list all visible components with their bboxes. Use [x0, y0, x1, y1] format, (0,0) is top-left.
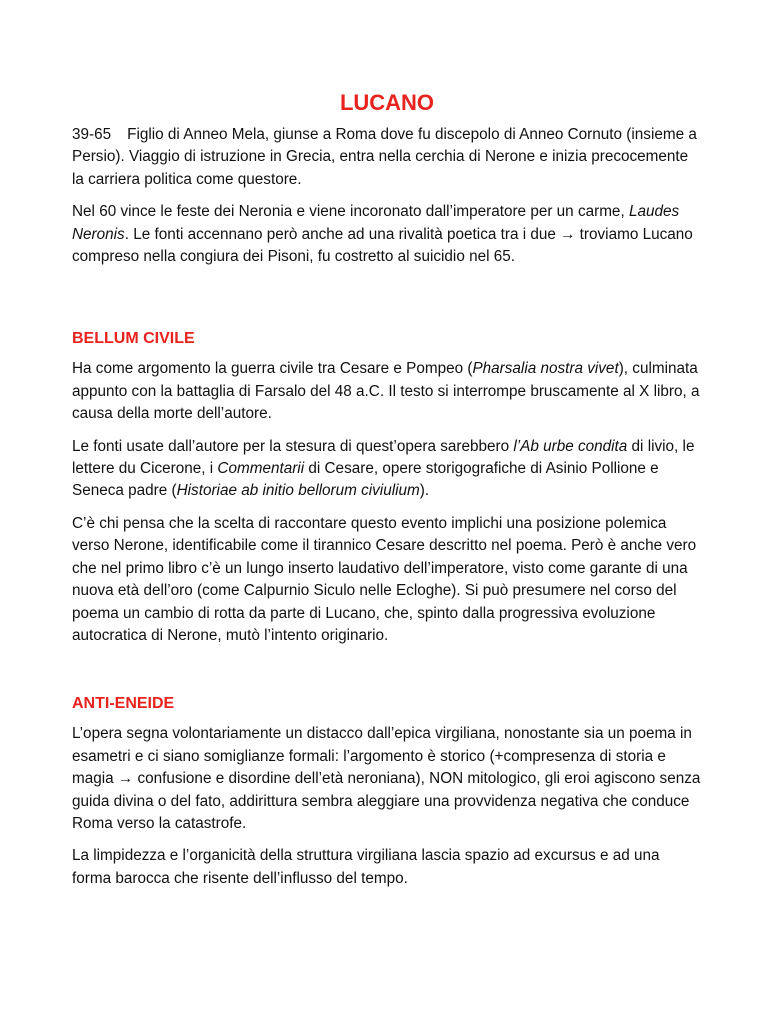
intro-text-2b: . Le fonti accennano però anche ad una rivalità poetica tra i due → troviamo Lucano compreso nella congiura dei Pisoni, fu costretto al suicidio nel 65.	[72, 225, 693, 266]
section-heading-anti-eneide: ANTI-ENEIDE	[72, 695, 175, 713]
intro-italic-laudes: Laudes Neronis	[72, 203, 680, 243]
bellum-text-2c: di Cesare, opere storigografiche di Asinio Pollione e Seneca padre (	[72, 460, 659, 500]
bellum-text-2a: Le fonti usate dall’autore per la stesura di quest’opera sarebbero	[72, 437, 514, 455]
spacer	[72, 657, 702, 693]
antieneide-paragraph-2: La limpidezza e l’organicità della struttura virgiliana lascia spazio ad excursus e ad una forma barocca che risente dell’influsso del tempo.	[72, 847, 660, 887]
document-page	[72, 88, 702, 900]
bellum-italic-pharsalia: Pharsalia nostra vivet	[472, 360, 619, 378]
intro-text-1: Figlio di Anneo Mela, giunse a Roma dove fu discepolo di Anneo Cornuto (insieme a Persio). Viaggio di istruzione in Grecia, entra nella cerchia di Nerone e inizia precocemente la carriera politica come questore.	[72, 126, 697, 188]
life-dates: 39-65	[72, 126, 112, 143]
bellum-text-2d: ).	[419, 482, 430, 500]
bellum-paragraph-1	[72, 358, 702, 425]
bellum-italic-ab-urbe: l’Ab urbe condita	[513, 437, 628, 455]
bellum-italic-historiae: Historiae ab initio bellorum civiulium	[176, 482, 420, 500]
bellum-paragraph-3: C’è chi pensa che la scelta di raccontare questo evento implichi una posizione polemica verso Nerone, identificabile come il tirannico Cesare descritto nel poema. Però è anche vero che nel primo libro c’è un lungo inserto laudativo dell’imperatore, visto come garante di una nuova età dell’oro (come Calpurnio Siculo nelle Ecloghe). Si può presumere nel corso del poema un cambio di rotta da parte di Lucano, che, spinto dalla progressiva evoluzione autocratica di Nerone, mutò l’intento originario.	[72, 514, 697, 644]
bellum-text-2b: di livio, le lettere du Cicerone, i	[72, 437, 695, 478]
spacer	[72, 278, 702, 328]
intro-paragraph-2	[72, 201, 702, 268]
bellum-italic-commentarii: Commentarii	[217, 460, 305, 478]
intro-text-2a: Nel 60 vince le feste dei Neronia e viene incoronato dall’imperatore per un carme,	[72, 203, 629, 221]
bellum-text-1a: Ha come argomento la guerra civile tra Cesare e Pompeo (	[72, 360, 473, 378]
antieneide-paragraph-1: L’opera segna volontariamente un distacco dall’epica virgiliana, nonostante sia un poema in esametri e ci siano somiglianze formali: l’argomento è storico (+compresenza di storia e magia → confusione e disordine dell’età neroniana), NON mitologico, gli eroi agiscono senza guida divina o del fato, addirittura sembra aleggiare una provvidenza negativa che conduce Roma verso la catastrofe.	[72, 725, 701, 832]
intro-paragraph-1	[72, 124, 702, 191]
section-heading-bellum-civile: BELLUM CIVILE	[72, 330, 195, 348]
bellum-paragraph-2	[72, 436, 702, 503]
page-title: LUCANO	[339, 90, 435, 115]
bellum-text-1b: ), culminata appunto con la battaglia di Farsalo del 48 a.C. Il testo si interrompe bruscamente al X libro, a causa della morte dell’autore.	[72, 360, 700, 423]
